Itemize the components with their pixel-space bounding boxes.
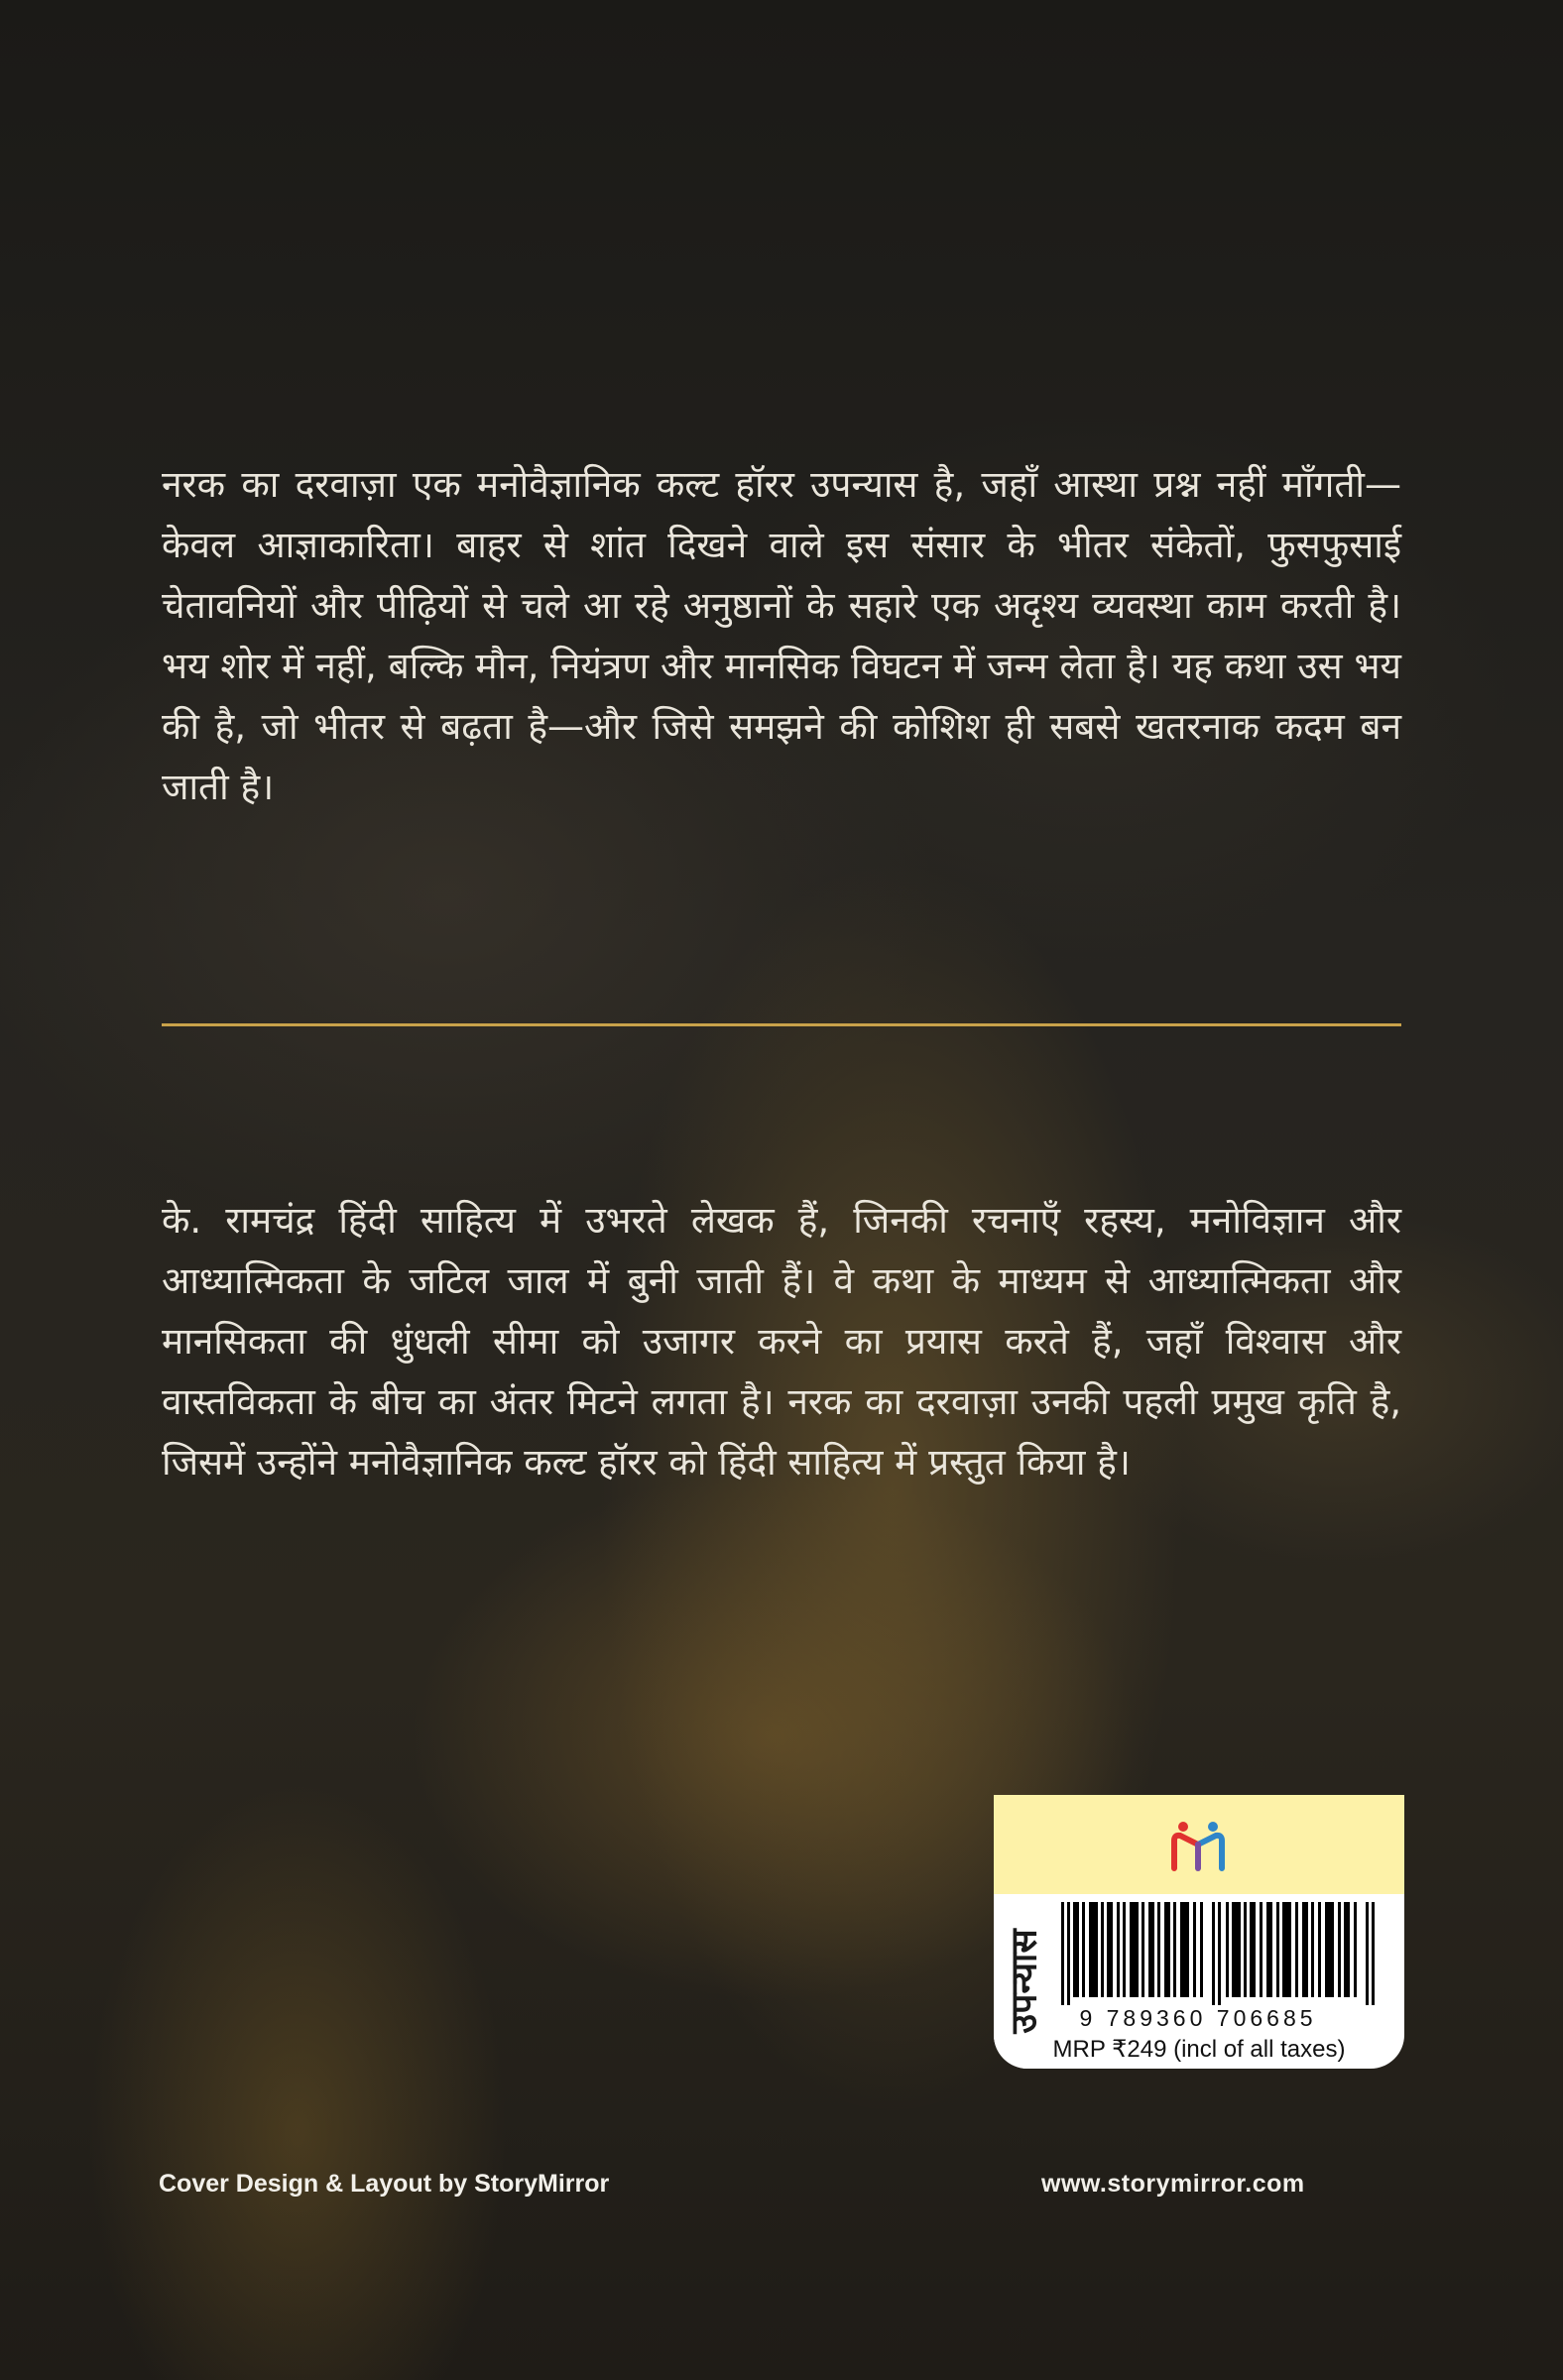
genre-label: उपन्यास xyxy=(1004,1929,1045,2034)
isbn-number: 9 789360 706685 xyxy=(1079,2005,1317,2031)
publisher-website: www.storymirror.com xyxy=(1041,2170,1305,2198)
mrp-price: MRP ₹249 (incl of all taxes) xyxy=(1052,2036,1346,2063)
cover-design-credit: Cover Design & Layout by StoryMirror xyxy=(159,2170,610,2198)
barcode-icon xyxy=(1061,1902,1375,2005)
book-description: नरक का दरवाज़ा एक मनोवैज्ञानिक कल्ट हॉरर उपन्यास है, जहाँ आस्था प्रश्न नहीं माँगती—केवल आज्ञाकारिता। बाहर से शांत दिखने वाले इस संसार के भीतर संकेतों, फुसफुसाई चेतावनियों और पीढ़ियों से चले आ रहे अनुष्ठानों के सहारे एक अदृश्य व्यवस्था काम करती है। भय शोर में नहीं, बल्कि मौन, नियंत्रण और मानसिक विघटन में जन्म लेता है। यह कथा उस भय की है, जो भीतर से बढ़ता है—और जिसे समझने की कोशिश ही सबसे खतरनाक कदम बन जाती है। xyxy=(162,463,1401,808)
section-divider xyxy=(162,1023,1401,1026)
barcode-panel xyxy=(994,1795,1404,2069)
storymirror-logo-icon xyxy=(1168,1819,1228,1874)
logo-band xyxy=(994,1795,1404,1894)
author-bio: के. रामचंद्र हिंदी साहित्य में उभरते लेखक हैं, जिनकी रचनाएँ रहस्य, मनोविज्ञान और आध्यात्मिकता के जटिल जाल में बुनी जाती हैं। वे कथा के माध्यम से आध्यात्मिकता और मानसिकता की धुंधली सीमा को उजागर करने का प्रयास करते हैं, जहाँ विश्वास और वास्तविकता के बीच का अंतर मिटने लगता है। नरक का दरवाज़ा उनकी पहली प्रमुख कृति है, जिसमें उन्होंने मनोवैज्ञानिक कल्ट हॉरर को हिंदी साहित्य में प्रस्तुत किया है। xyxy=(162,1199,1401,1484)
